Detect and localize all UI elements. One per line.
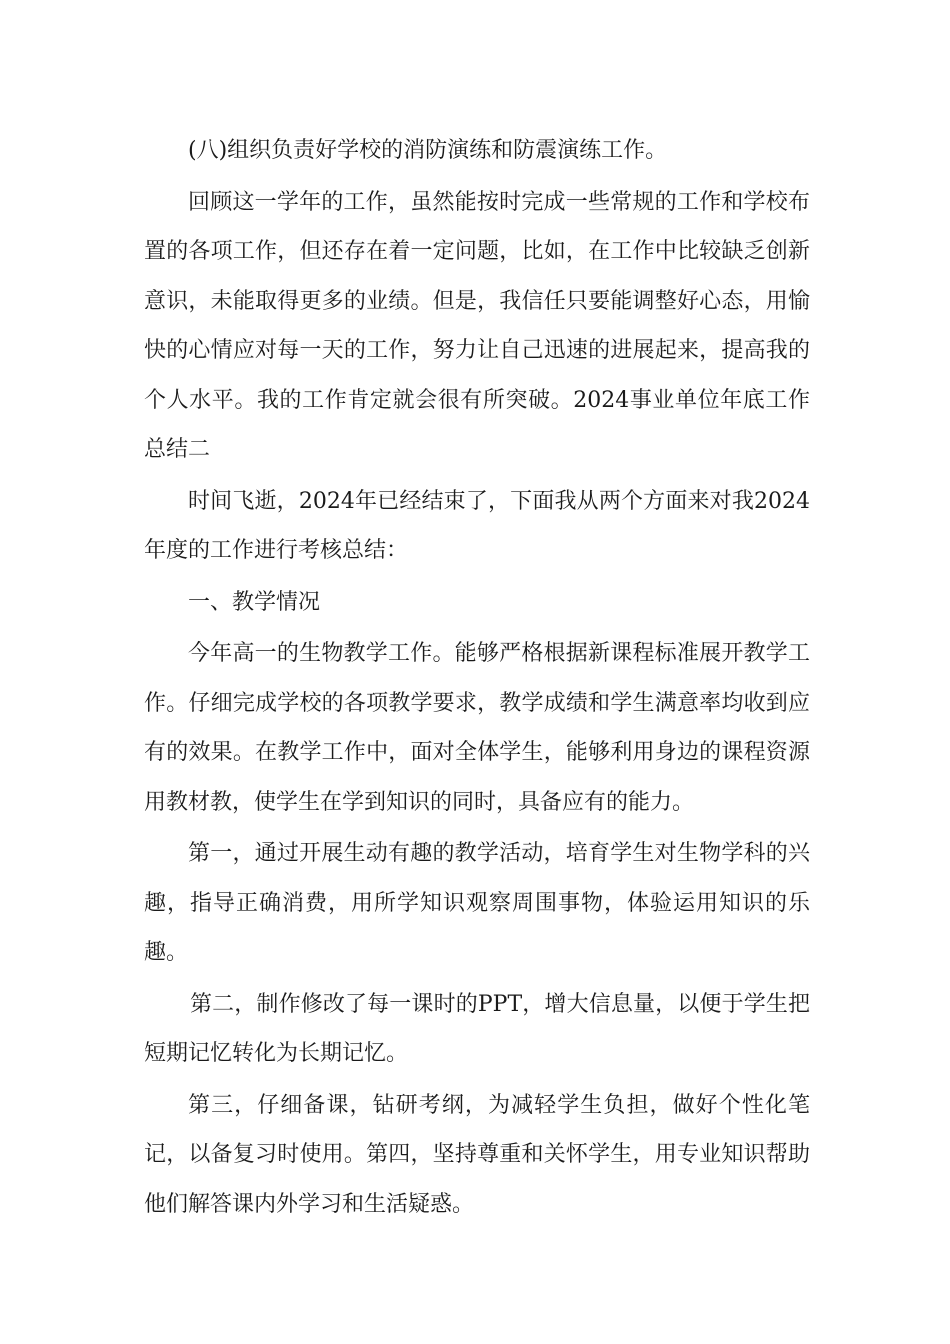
paragraph-first-point: 第一，通过开展生动有趣的教学活动，培育学生对生物学科的兴趣，指导正确消费，用所学知识观察周围事物，体验运用知识的乐趣。 xyxy=(144,841,810,965)
section-heading-teaching: 一、教学情况 xyxy=(188,589,321,615)
paragraph-third-fourth-point: 第三，仔细备课，钻研考纲，为减轻学生负担，做好个性化笔记，以备复习时使用。第四，坚持尊重和关怀学生，用专业知识帮助他们解答课内外学习和生活疑惑。 xyxy=(144,1092,810,1217)
paragraph-second-point: 第二，制作修改了每一课时的PPT，增大信息量，以便于学生把短期记忆转化为长期记忆。 xyxy=(144,991,810,1066)
paragraph-intro-2024: 时间飞逝，2024年已经结束了，下面我从两个方面来对我2024年度的工作进行考核总结： xyxy=(144,488,810,563)
paragraph-review: 回顾这一学年的工作，虽然能按时完成一些常规的工作和学校布置的各项工作，但还存在着一定问题，比如，在工作中比较缺乏创新意识，未能取得更多的业绩。但是，我信任只要能调整好心态，用愉快的心情应对每一天的工作，努力让自己迅速的进展起来，提高我的个人水平。我的工作肯定就会很有所突破。2024事业单位年底工作总结二 xyxy=(144,189,810,462)
paragraph-teaching-summary: 今年高一的生物教学工作。能够严格根据新课程标准展开教学工作。仔细完成学校的各项教学要求，教学成绩和学生满意率均收到应有的效果。在教学工作中，面对全体学生，能够利用身边的课程资源用教材教，使学生在学到知识的同时，具备应有的能力。 xyxy=(144,641,810,815)
paragraph-fire-drill: (八)组织负责好学校的消防演练和防震演练工作。 xyxy=(188,138,668,163)
document-body xyxy=(144,126,810,1231)
